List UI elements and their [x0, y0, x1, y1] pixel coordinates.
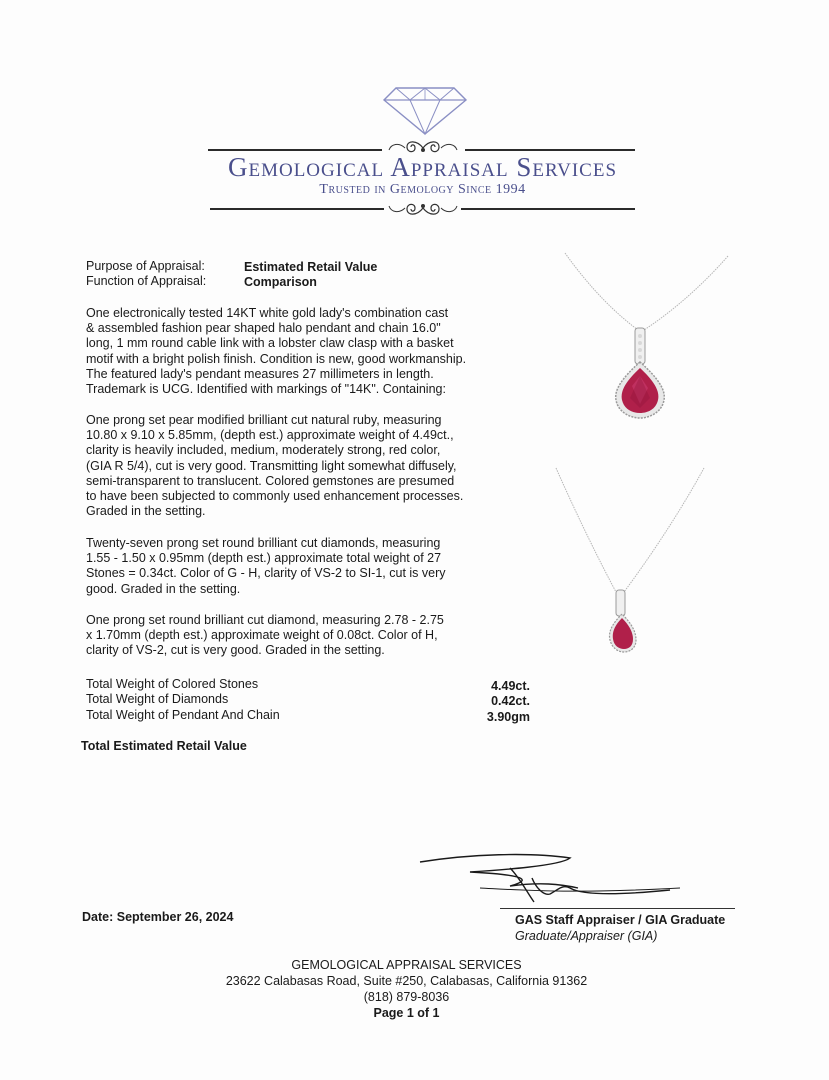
- description-line: One electronically tested 14KT white gold lady's combination cast: [86, 306, 449, 320]
- diamonds-line: 1.55 - 1.50 x 0.95mm (depth est.) approximate total weight of 27: [86, 551, 442, 566]
- total-weight-label: Total Weight of Pendant And Chain: [86, 708, 280, 722]
- brand-tagline: Trusted in Gemology Since 1994: [319, 182, 526, 197]
- total-diamonds-label: Total Weight of Diamonds: [86, 692, 229, 706]
- appraiser-signature: [410, 848, 700, 910]
- brand-name: Gemological Appraisal Services: [227, 152, 618, 182]
- ruby-line: clarity is heavily included, medium, moderately strong, red color,: [86, 443, 441, 458]
- appraisal-date: Date: September 26, 2024: [82, 910, 234, 924]
- header-rule-right: [465, 149, 635, 151]
- function-value: Comparison: [244, 275, 317, 289]
- total-weight-value: 3.90gm: [486, 710, 530, 724]
- total-colored-stones-label: Total Weight of Colored Stones: [86, 677, 259, 691]
- description-line: long, 1 mm round cable link with a lobster claw clasp with a basket: [86, 336, 454, 351]
- bottom-scroll-ornament-icon: [385, 198, 461, 218]
- ruby-line: 10.80 x 9.10 x 5.85mm, (depth est.) approximate weight of 4.49ct.,: [86, 428, 454, 443]
- ruby-line: to have been subjected to commonly used enhancement processes.: [86, 489, 464, 504]
- ruby-description: [86, 413, 463, 519]
- description-line: & assembled fashion pear shaped halo pendant and chain 16.0": [86, 321, 441, 336]
- ruby-line: One prong set pear modified brilliant cut natural ruby, measuring: [86, 413, 442, 427]
- diamonds-line: Stones = 0.34ct. Color of G - H, clarity of VS-2 to SI-1, cut is very: [86, 566, 446, 581]
- description-line: motif with a bright polish finish. Condition is new, good workmanship.: [86, 351, 467, 366]
- diamonds-line: good. Graded in the setting.: [86, 581, 241, 596]
- footer-company: GEMOLOGICAL APPRAISAL SERVICES: [291, 958, 522, 972]
- diamonds-line: Twenty-seven prong set round brilliant cut diamonds, measuring: [86, 536, 441, 550]
- appraiser-subtitle: Graduate/Appraiser (GIA): [515, 929, 658, 943]
- ruby-line: semi-transparent to translucent. Colored gemstones are presumed: [86, 473, 455, 488]
- diamonds-description: [86, 536, 446, 597]
- purpose-value: Estimated Retail Value: [244, 260, 378, 274]
- pendant-photo-front: [560, 248, 735, 423]
- header-rule-left: [208, 149, 382, 151]
- diamond-logo-icon: [382, 86, 468, 136]
- description-line: Trademark is UCG. Identified with markings of "14K". Containing:: [86, 382, 446, 397]
- total-diamonds-value: 0.42ct.: [491, 694, 530, 708]
- center-diamond-line: One prong set round brilliant cut diamond, measuring 2.78 - 2.75: [86, 613, 444, 627]
- total-colored-stones-value: 4.49ct.: [491, 679, 530, 693]
- description-line: The featured lady's pendant measures 27 millimeters in length.: [86, 366, 434, 381]
- center-diamond-line: x 1.70mm (depth est.) approximate weight of 0.08ct. Color of H,: [86, 628, 438, 643]
- purpose-label: Purpose of Appraisal:: [86, 259, 205, 273]
- ruby-line: (GIA R 5/4), cut is very good. Transmitting light somewhat diffusely,: [86, 458, 457, 473]
- item-description: [86, 306, 466, 397]
- function-label: Function of Appraisal:: [86, 274, 207, 288]
- center-diamond-line: clarity of VS-2, cut is very good. Graded in the setting.: [86, 643, 385, 658]
- signature-line: [500, 908, 735, 909]
- ruby-line: Graded in the setting.: [86, 504, 206, 519]
- footer-phone: (818) 879-8036: [363, 990, 450, 1004]
- total-retail-value-label: Total Estimated Retail Value: [81, 739, 247, 753]
- appraiser-title: GAS Staff Appraiser / GIA Graduate: [515, 913, 726, 927]
- footer-address: 23622 Calabasas Road, Suite #250, Calabasas, California 91362: [225, 974, 588, 988]
- center-diamond-description: [86, 613, 444, 659]
- header-rule-bottom-right: [461, 208, 635, 210]
- header-rule-bottom-left: [210, 208, 384, 210]
- page-number: Page 1 of 1: [373, 1006, 440, 1020]
- pendant-photo-angle: [550, 462, 710, 662]
